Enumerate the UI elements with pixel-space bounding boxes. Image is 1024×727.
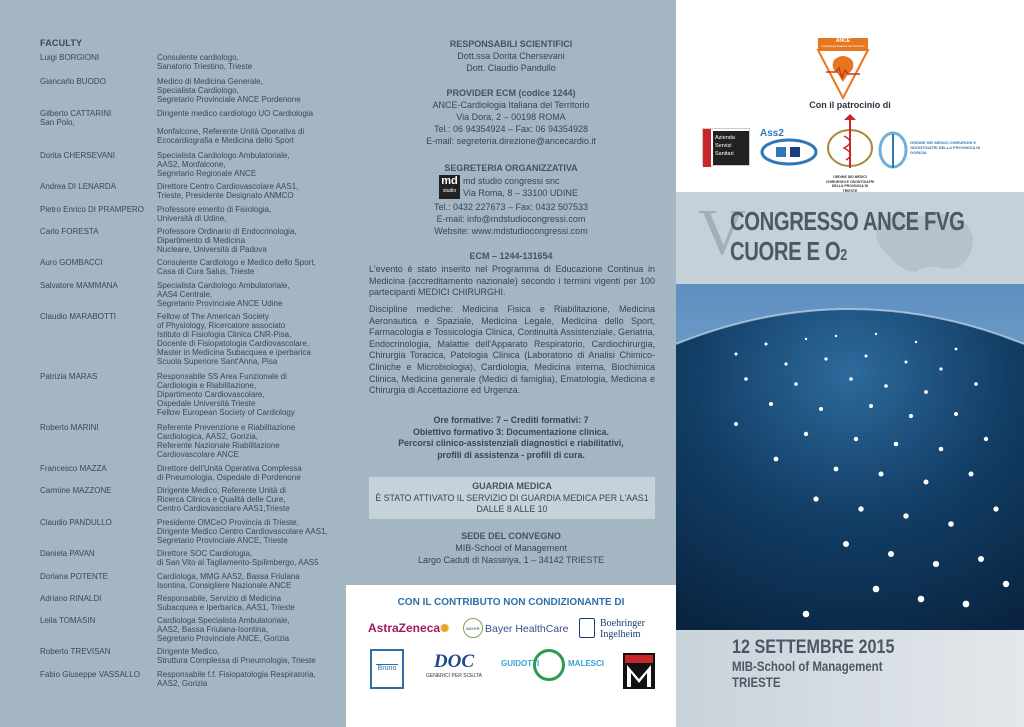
faculty-member-role: Responsabile f.f. Fisiopatologia Respiratoria, AAS2, Gorizia xyxy=(157,670,316,688)
faculty-member-name: Leila TOMASIN xyxy=(40,616,96,625)
azienda-red-bar xyxy=(703,129,711,167)
faculty-member-role: Direttore dell'Unità Operativa Complessa di Pneumologia, Ospedale di Pordenone xyxy=(157,464,302,482)
faculty-member-name: Adriano RINALDI xyxy=(40,594,102,603)
segreteria-website[interactable]: Website: www.mdstudiocongressi.com xyxy=(434,226,588,236)
faculty-member-role: Direttore SOC Cardiologia, di San Vito al Tagliamento-Spilimbergo, AAS5 xyxy=(157,549,319,567)
guardia-text: È STATO ATTIVATO IL SERVIZIO DI GUARDIA MEDICA PER L'AAS1 xyxy=(375,492,649,503)
menarini-logo xyxy=(623,653,655,689)
astrazeneca-icon: ✺ xyxy=(440,623,450,635)
sponsors-title: CON IL CONTRIBUTO NON CONDIZIONANTE DI xyxy=(397,597,625,608)
faculty-member-role: Fellow of The American Society of Physiology, Ricercatore associato Istituto di Fisiologia Clinica CNR-Pisa, Docente di Fisiopatologia Cardiovascolare, Master in Medicina Subacquea e iperbarica Scuola Superiore Sant'Anna, Pisa xyxy=(157,312,311,366)
cover-panel xyxy=(676,0,1024,727)
faculty-member-role: Consulente Cardiologo e Medico dello Sport, Casa di Cura Salus, Trieste xyxy=(157,258,316,276)
faculty-member-role: Presidente OMCeO Provincia di Trieste, Dirigente Medico Centro Cardiovascolare AAS1, Segretario Provinciale ANCE, Trieste xyxy=(157,518,328,545)
faculty-member-name: Claudio MARABOTTI xyxy=(40,312,117,321)
provider-address: Via Dora, 2 – 00198 ROMA xyxy=(456,112,566,122)
segreteria-email[interactable]: E-mail: info@mdstudiocongressi.com xyxy=(436,214,586,224)
doc-text: DOC xyxy=(433,651,475,672)
segreteria-company xyxy=(463,175,578,199)
sponsors-area xyxy=(346,585,676,727)
faculty-member-name: Carlo FORESTA xyxy=(40,227,99,236)
faculty-member-role: Medico di Medicina Generale, Specialista Cardiologo, Segretario Provinciale ANCE Pordenone xyxy=(157,77,301,104)
faculty-member-role: Responsabile, Servizio di Medicina Subacquea e Iperbarica, AAS1, Trieste xyxy=(157,594,295,612)
faculty-member-name: Pietro Enrico DI PRAMPERO xyxy=(40,205,145,214)
event-date: 12 SETTEMBRE 2015 xyxy=(732,637,895,658)
obiettivo-formativo: Obiettivo formativo 3: Documentazione clinica. xyxy=(412,426,609,437)
guidotti-malesci-icon xyxy=(533,649,565,681)
faculty-member-name: Roberto MARINI xyxy=(40,423,99,432)
congress-title-line2 xyxy=(730,236,964,271)
bruno-stripes xyxy=(376,653,398,665)
segreteria-title: SEGRETERIA ORGANIZZATIVA xyxy=(444,163,578,173)
ecm-title: ECM – 1244-131654 xyxy=(469,251,553,261)
sede-name: MIB-School of Management xyxy=(455,543,567,553)
faculty-member-name: Francesco MAZZA xyxy=(40,464,107,473)
event-city: TRIESTE xyxy=(732,674,781,690)
faculty-member-name: Andrea DI LENARDA xyxy=(40,182,117,191)
faculty-member-role: Specialista Cardiologo Ambulatoriale, AAS4 Centrale, Segretario Provinciale ANCE Udine xyxy=(157,281,290,308)
sede-title: SEDE DEL CONVEGNO xyxy=(461,531,561,541)
bayer-logo: Bayer HealthCare xyxy=(485,623,569,635)
azienda-servizi-logo xyxy=(702,128,750,166)
discipline-text: Discipline mediche: Medicina Fisica e Riabilitazione, Medicina Aeronautica e Spaziale, Medicina Legale, Medicina dello Sport, Farmacologia e Tossicologia Clinica, Continuità Assistenziale, Geriatria, Endocrinologia, Malattie dell'Apparato Respiratorio, Cardiochirurgia, Chirurgia Toracica, Patologia Clinica (Laboratorio di Analisi Chimico-Cliniche e Microbiologia), Cardiologia, Medicina interna, Biochimica Clinica, Medicina generale (Medici di famiglia), Ematologia, Medicina e Chirurgia di Accettazione ed Urgenza. xyxy=(369,304,655,396)
faculty-title: FACULTY xyxy=(40,38,83,48)
faculty-member-name: Dorita CHERSEVANI xyxy=(40,151,115,160)
title-band xyxy=(676,192,1024,284)
congress-title-text: CUORE E O xyxy=(730,236,841,266)
faculty-member-name: Gilberto CATTARINI San Polo, xyxy=(40,109,112,127)
ordine-gorizia-text: ORDINE DEI MEDICI CHIRURGHI E ODONTOIATRI DELLA PROVINCIA DI GORIZIA xyxy=(910,140,981,155)
percorsi-text: Percorsi clinico-assistenziali diagnostici e riabilitativi, xyxy=(398,438,624,448)
faculty-member-role: Dirigente Medico, Referente Unità di Ricerca Clinica e Qualità delle Cure, Centro Cardiovascolare AAS1,Trieste xyxy=(157,486,290,513)
boehringer-logo xyxy=(600,618,645,640)
faculty-member-name: Auro GOMBACCI xyxy=(40,258,103,267)
ass2-icon xyxy=(760,138,818,166)
servizi-text: Servizi xyxy=(715,143,732,149)
faculty-member-name: Salvatore MAMMANA xyxy=(40,281,118,290)
malesci-text: MALESCI xyxy=(568,659,604,668)
guidotti-text: GUIDOTTI xyxy=(501,659,540,668)
responsabile-name: Dott.ssa Dorita Chersevani xyxy=(457,51,565,61)
doc-sub: GENERICI PER SCELTA xyxy=(426,673,482,679)
ecm-text: L'evento è stato inserito nel Programma di Educazione Continua in Medicina (accreditamento nazionale) secondo i termini vigenti per 100 partecipanti MEDICI CHIRURGHI. xyxy=(369,264,655,298)
faculty-member-name: Doriana POTENTE xyxy=(40,572,109,581)
guardia-hours: DALLE 8 ALLE 10 xyxy=(476,504,548,514)
faculty-member-role: Professore Ordinario di Endocrinologia, Dipartimento di Medicina Nucleare, Università di Padova xyxy=(157,227,297,254)
faculty-member-name: Daniela PAVAN xyxy=(40,549,95,558)
provider-phone: Tel.: 06 94354924 – Fax: 06 94354928 xyxy=(433,124,589,134)
event-venue: MIB-School of Management xyxy=(732,658,883,674)
bruno-logo xyxy=(370,649,404,689)
faculty-member-name: Patrizia MARAS xyxy=(40,372,98,381)
faculty-member-name: Fabio Giuseppe VASSALLO xyxy=(40,670,140,679)
azienda-text: Azienda xyxy=(715,135,735,141)
bruno-text: Bruno xyxy=(377,665,397,672)
faculty-member-name: Roberto TREVISAN xyxy=(40,647,111,656)
sanitari-text: Sanitari xyxy=(715,151,734,157)
faculty-member-name: Luigi BORGIONI xyxy=(40,53,100,62)
faculty-member-role: Specialista Cardiologo Ambulatoriale, AAS2, Monfalcone, Segretario Regionale ANCE xyxy=(157,151,290,178)
congress-title-line1: CONGRESSO ANCE FVG xyxy=(730,206,965,236)
ecm-section xyxy=(346,250,676,262)
faculty-member-role: Referente Prevenzione e Riabilitazione Cardiologica, AAS2, Gorizia, Referente Nazionale Riabilitazione Cardiovascolare ANCE xyxy=(157,423,296,459)
faculty-panel xyxy=(0,0,346,727)
ance-logo-sub: Cardiologia Italiana del Territorio xyxy=(821,44,865,48)
faculty-member-role: Cardiologa, MMG AAS2, Bassa Friulana Isontina, Consigliere Nazionale ANCE xyxy=(157,572,300,590)
faculty-member-role: Responsabile SS Area Funzionale di Cardiologia e Riabilitazione, Dipartimento Cardiovascolare, Ospedale Università Trieste Fellow European Society of Cardiology xyxy=(157,372,295,417)
faculty-member-name: Carmine MAZZONE xyxy=(40,486,112,495)
responsabili-title: RESPONSABILI SCIENTIFICI xyxy=(449,39,573,49)
faculty-member-role: Direttore Centro Cardiovascolare AAS1, Trieste, Presidente Designato ANMCO xyxy=(157,182,299,200)
bayer-mark: BAYER xyxy=(466,626,480,631)
caduceus-icon xyxy=(824,112,876,170)
faculty-member-role: Professore emerito di Fisiologia, Università di Udine, xyxy=(157,205,272,223)
regatta-image xyxy=(676,284,1024,630)
provider-section xyxy=(346,87,676,147)
congress-title xyxy=(730,206,964,271)
provider-name: ANCE-Cardiologia Italiana del Territorio xyxy=(432,100,590,110)
md-logo-text: md xyxy=(441,175,458,187)
boehringer-text: Boehringer xyxy=(600,618,645,629)
ordine-gorizia-logo xyxy=(878,130,988,170)
info-panel xyxy=(346,0,676,727)
bayer-cross-icon xyxy=(463,618,483,638)
guardia-medica-box xyxy=(369,477,655,519)
sede-section xyxy=(346,530,676,566)
segreteria-address: Via Roma, 8 – 33100 UDINE xyxy=(463,188,578,198)
gorizia-caduceus-icon xyxy=(878,130,908,170)
ass2-text: Ass2 xyxy=(760,128,784,139)
date-band xyxy=(676,630,1024,727)
ass2-logo xyxy=(760,128,818,166)
segreteria-phone: Tel.: 0432 227673 – Fax: 0432 507533 xyxy=(433,202,589,212)
guardia-title: GUARDIA MEDICA xyxy=(472,481,552,491)
segreteria-company-name: md studio congressi snc xyxy=(463,176,560,186)
astrazeneca-text: AstraZeneca xyxy=(368,621,441,635)
doc-logo xyxy=(426,651,482,679)
ance-logo-text: ANCE xyxy=(835,38,851,44)
profili-text: profili di assistenza - profili di cura. xyxy=(437,449,585,460)
ance-logo xyxy=(812,38,874,100)
boehringer-icon xyxy=(579,618,595,638)
responsabile-name: Dott. Claudio Pandullo xyxy=(466,63,556,73)
azienda-text-box xyxy=(713,131,749,165)
md-studio-logo xyxy=(439,175,460,199)
sea-regatta-photo xyxy=(676,284,1024,630)
ingelheim-text: Ingelheim xyxy=(600,629,641,640)
faculty-member-role: Consulente cardiologo, Sanatorio Triestino, Trieste xyxy=(157,53,253,71)
faculty-member-role: Dirigente medico cardiologo UO Cardiologia Monfalcone, Referente Unità Operativa di Ecocardiografia e Medicina dello Sport xyxy=(157,109,314,145)
faculty-member-role: Cardiologa Specialista Ambulatoriale, AAS2, Bassa Friulana-Isontina, Segretario Provinciale ANCE, Gorizia xyxy=(157,616,290,643)
segreteria-contacts xyxy=(346,201,676,237)
responsabili-section xyxy=(346,38,676,74)
provider-email[interactable]: E-mail: segreteria.direzione@ancecardio.it xyxy=(426,136,596,146)
ordine-trieste-text: ORDINE DEI MEDICI CHIRURGHI E ODONTOIATRI DELLA PROVINCIA DI TRIESTE xyxy=(825,175,875,193)
o2-subscript: 2 xyxy=(840,247,847,264)
faculty-member-role: Dirigente Medico, Struttura Complessa di Pneumologia, Trieste xyxy=(157,647,316,665)
patrocinio-label: Con il patrocinio di xyxy=(809,100,891,110)
roman-numeral: V xyxy=(698,196,746,269)
ore-formative: Ore formative: 7 – Crediti formativi: 7 xyxy=(433,415,589,425)
provider-title: PROVIDER ECM (codice 1244) xyxy=(446,88,576,98)
md-logo-sub: studio xyxy=(442,188,457,194)
faculty-member-name: Giancarlo BUODO xyxy=(40,77,106,86)
ordine-trieste-logo xyxy=(824,112,876,193)
faculty-member-name: Claudio PANDULLO xyxy=(40,518,112,527)
astrazeneca-logo xyxy=(368,621,449,635)
sede-address: Largo Caduti di Nassiriya, 1 – 34142 TRIESTE xyxy=(418,555,604,565)
ore-section xyxy=(346,415,676,461)
menarini-icon xyxy=(623,653,655,689)
segreteria-section xyxy=(346,162,676,174)
